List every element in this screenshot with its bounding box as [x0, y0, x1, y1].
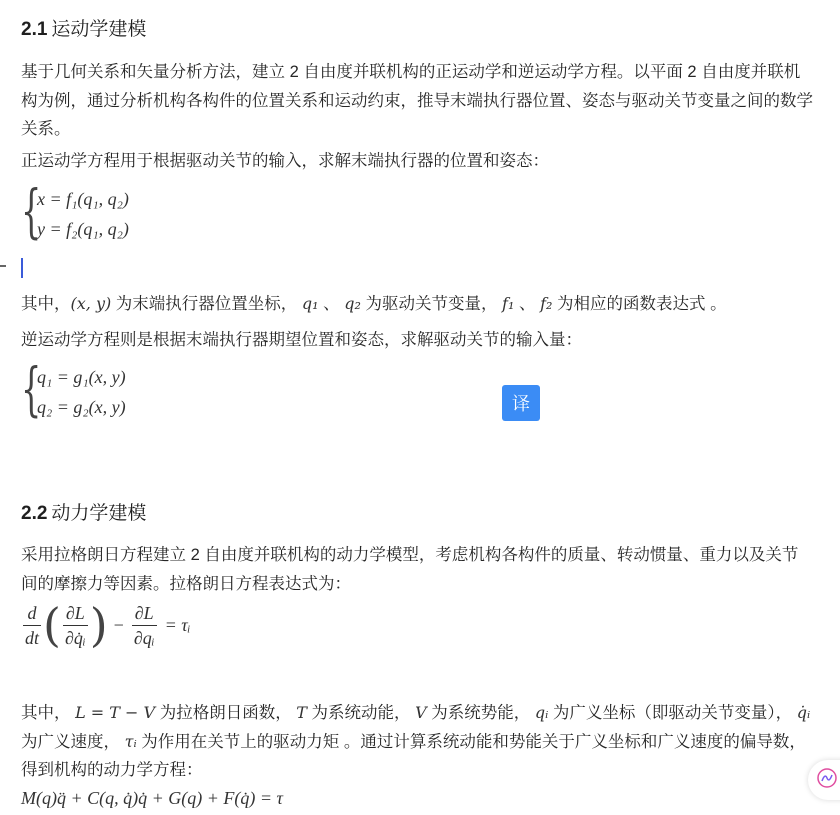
inverse-kinematics-intro: 逆运动学方程则是根据末端执行器期望位置和姿态，求解驱动关节的输入量：: [21, 331, 582, 349]
forward-kinematics-equations: [21, 177, 129, 245]
numerator: d: [27, 602, 37, 623]
denominator: ∂qᵢ: [133, 627, 155, 648]
lagrange-equation: [21, 600, 191, 650]
math-tau: τᵢ: [124, 731, 137, 751]
numerator: ∂L: [134, 602, 154, 623]
equation-y: y = f₂(q₁, q₂): [37, 219, 129, 239]
denominator: ∂q̇ᵢ: [64, 627, 86, 648]
forward-where-text: [21, 290, 813, 319]
section-title: 动力学建模: [51, 503, 147, 524]
math-qi: qᵢ: [534, 703, 549, 722]
left-paren: (: [43, 598, 61, 652]
assistant-icon: [816, 767, 838, 794]
math-qdot: q̇ᵢ: [796, 703, 811, 722]
equation-rhs: = τᵢ: [164, 614, 191, 635]
text: 为末端执行器位置坐标，: [111, 295, 302, 313]
forward-kinematics-intro: 正运动学方程用于根据驱动关节的输入，求解末端执行器的位置和姿态：: [21, 152, 549, 170]
text: 为系统动能，: [306, 704, 416, 722]
dL-dqdot-fraction: [63, 601, 88, 650]
dL-dq-fraction: [132, 601, 157, 650]
kinematics-intro: 基于几何关系和矢量分析方法，建立 2 自由度并联机构的正运动学和逆运动学方程。以平面 2 自由度并联机构为例，通过分析机构各构件的位置关系和运动约束，推导末端执行器位置、姿态与驱动关节变量之间的数学关系。: [21, 63, 813, 138]
translate-button[interactable]: 译: [502, 385, 540, 421]
d-dt-fraction: [23, 601, 41, 650]
equation-x: x = f₁(q₁, q₂): [37, 189, 129, 209]
section-number: 2.1: [21, 19, 48, 40]
dynamics-where-text: [21, 699, 813, 785]
floating-assistant-button[interactable]: [808, 760, 840, 800]
brace: {: [21, 355, 42, 423]
denominator: dt: [25, 627, 40, 648]
section-title: 运动学建模: [51, 19, 147, 40]
text: 为系统势能，: [426, 704, 535, 722]
right-paren: ): [89, 598, 108, 652]
brace: {: [21, 177, 42, 245]
section-heading-dynamics: [21, 498, 146, 525]
inverse-kinematics-equations: [21, 355, 126, 423]
equation-q1: q₁ = g₁(x, y): [37, 367, 126, 387]
text: 、: [514, 295, 541, 313]
math-q2: q₂: [344, 294, 361, 313]
math-T: T: [296, 703, 307, 722]
text: 、: [318, 295, 345, 313]
dynamics-intro: 采用拉格朗日方程建立 2 自由度并联机构的动力学模型，考虑机构各构件的质量、转动惯量、重力以及关节间的摩擦力等因素。拉格朗日方程表达式为：: [21, 546, 799, 593]
text: 其中，: [21, 704, 76, 722]
text: 为广义速度，: [21, 732, 125, 751]
math-f1: f₁: [502, 294, 515, 313]
math-f2: f₂: [540, 294, 553, 313]
text-cursor: [21, 258, 23, 278]
math-V: V: [415, 703, 427, 722]
equation-q2: q₂ = g₂(x, y): [37, 397, 126, 417]
dynamics-equation: M(q)q̈ + C(q, q̇)q̇ + G(q) + F(q̇) = τ: [21, 788, 283, 808]
math-L: L = T − V: [75, 703, 156, 722]
text: 为广义坐标（即驱动关节变量），: [548, 704, 797, 722]
minus-sign: −: [113, 614, 124, 635]
section-heading-kinematics: [21, 14, 146, 41]
math-xy: (x, y): [70, 294, 112, 313]
section-number: 2.2: [21, 503, 48, 524]
text: 为拉格朗日函数，: [155, 704, 297, 722]
text: 为相应的函数表达式 。: [552, 295, 727, 313]
text: 为作用在关节上的驱动力矩 。通过计算系统动能和势能关于广义坐标和广义速度的偏导数，得到机构的动力学方程：: [21, 732, 806, 779]
numerator: ∂L: [65, 602, 85, 623]
margin-marker: [0, 265, 6, 267]
text: 为驱动关节变量，: [360, 295, 503, 313]
text: 其中，: [21, 295, 71, 313]
math-q1: q₁: [301, 294, 319, 313]
